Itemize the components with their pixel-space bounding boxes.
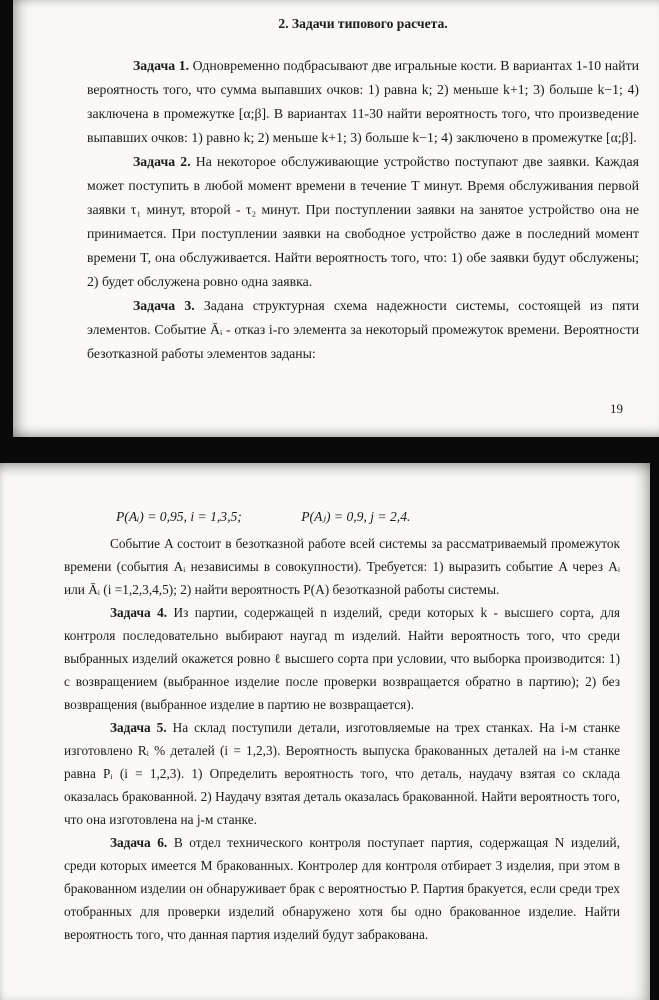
- formula-line: [116, 505, 620, 528]
- page-number: 19: [610, 401, 623, 416]
- task-2-text: На некоторое обслуживающие устройство поступают две заявки. Каждая может поступить в любой момент времени в течение T минут. Время обслуживания первой заявки τ₁ минут, второй - τ₂ минут. При поступлении заявки на занятое устройство она не принимается. При поступлении заявки на свободное устройство даже в последний момент времени T, она обслуживается. Найти вероятность того, что: 1) обе заявки будут обслужены; 2) будет обслужена ровно одна заявка.: [87, 154, 639, 289]
- task-3-label: Задача 3.: [133, 298, 195, 313]
- task-6-text: В отдел технического контроля поступает партия, содержащая N изделий, среди которых имеется M бракованных. Контролер для контроля отбирает 3 изделия, при этом в бракованном изделии он обнаруживает брак с вероятностью P. Партия бракуется, если среди трех отобранных для проверки изделий обнаружено хотя бы одно бракованное изделие. Найти вероятность того, что данная партия изделий будут забракована.: [64, 835, 620, 942]
- task-4-label: Задача 4.: [110, 605, 168, 620]
- paragraph-task-3: [87, 294, 639, 366]
- paragraph-task-1: [87, 54, 639, 150]
- paragraph-task-5: [64, 716, 620, 831]
- paragraph-system-intro: [64, 532, 620, 601]
- task-3-text: Задана структурная схема надежности системы, состоящей из пяти элементов. Событие Āᵢ - отказ i-го элемента за некоторый промежуток времени. Вероятности безотказной работы элементов заданы:: [87, 298, 640, 361]
- paragraph-task-2: [87, 150, 639, 294]
- formula-right: P(Aⱼ) = 0,9, j = 2,4.: [301, 509, 411, 524]
- task-4-text: Из партии, содержащей n изделий, среди которых k - высшего сорта, для контроля последовательно выбирают наугад m изделий. Найти вероятность того, что среди выбранных изделий окажется ровно ℓ высшего сорта при условии, что выборка производится: 1) с возвращением (выбранное изделие после проверки возвращается обратно в партию); 2) без возвращения (выбранное изделие в партию не возвращается).: [64, 605, 620, 712]
- page-1: [13, 0, 659, 437]
- task-1-label: Задача 1.: [133, 58, 190, 73]
- page-2: [0, 463, 650, 1000]
- paragraph-task-4: [64, 601, 620, 716]
- task-1-text: Одновременно подбрасывают две игральные кости. В вариантах 1-10 найти вероятность того, что сумма выпавших очков: 1) равна k; 2) меньше k+1; 3) больше k−1; 4) заключена в промежутке [α;β]. В вариантах 11-30 найти вероятность того, что произведение выпавших очков: 1) равно k; 2) меньше k+1; 3) больше k−1; 4) заключено в промежутке [α;β].: [87, 58, 639, 145]
- task-2-label: Задача 2.: [133, 154, 191, 169]
- task-5-label: Задача 5.: [110, 720, 167, 735]
- system-intro-text: Событие A состоит в безотказной работе всей системы за рассматриваемый промежуток времени (события Aᵢ независимы в совокупности). Требуется: 1) выразить событие A через Aᵢ или Āᵢ (i =1,2,3,4,5); 2) найти вероятность P(A) безотказной работы системы.: [64, 536, 620, 597]
- paragraph-task-6: [64, 831, 620, 946]
- task-6-label: Задача 6.: [110, 835, 168, 850]
- formula-left: P(Aᵢ) = 0,95, i = 1,3,5;: [116, 509, 242, 524]
- task-5-text: На склад поступили детали, изготовляемые на трех станках. На i-м станке изготовлено Rᵢ % деталей (i = 1,2,3). Вероятность выпуска бракованных деталей на i-м станке равна Pᵢ (i = 1,2,3). 1) Определить вероятность того, что деталь, наудачу взятая со склада оказалась бракованной. 2) Наудачу взятая деталь оказалась бракованной. Найти вероятность того, что она изготовлена на j-м станке.: [64, 720, 620, 827]
- section-title: 2. Задачи типового расчета.: [278, 16, 448, 31]
